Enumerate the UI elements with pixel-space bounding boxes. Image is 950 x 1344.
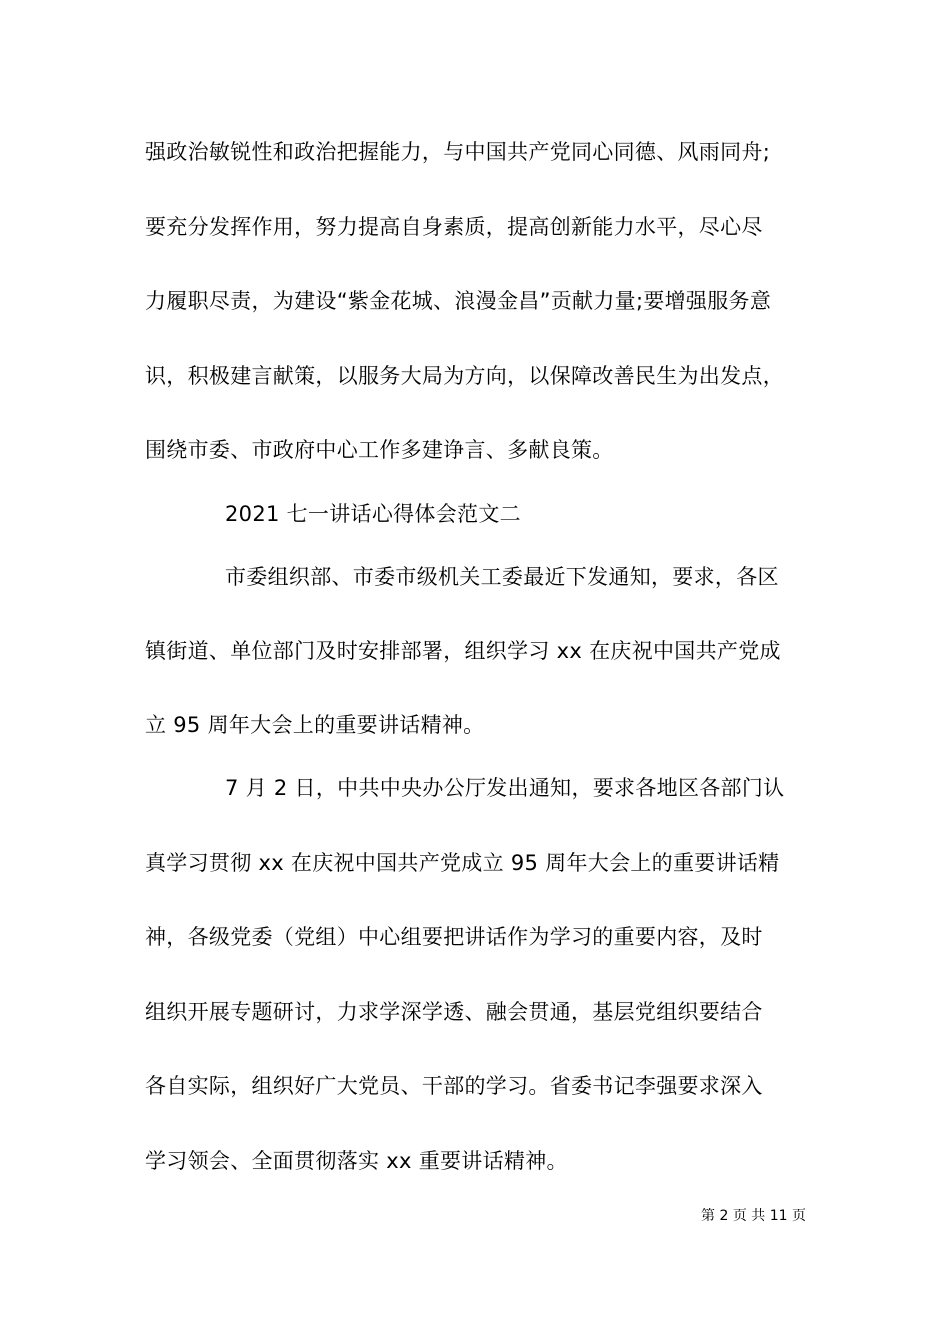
paragraph-2-line-1: 市委组织部、市委市级机关工委最近下发通知，要求，各区: [225, 565, 779, 589]
paragraph-3-line-6: 学习领会、全面贯彻落实 xx 重要讲话精神。: [145, 1149, 568, 1173]
page-number-footer: 第 2 页 共 11 页: [701, 1208, 806, 1224]
paragraph-3-line-5: 各自实际，组织好广大党员、干部的学习。省委书记李强要求深入: [145, 1074, 763, 1098]
paragraph-1-line-3: 力履职尽责，为建设“紫金花城、浪漫金昌”贡献力量;要增强服务意: [145, 289, 772, 313]
paragraph-1-line-1: 强政治敏锐性和政治把握能力，与中国共产党同心同德、风雨同舟;: [145, 140, 771, 164]
paragraph-2-line-3: 立 95 周年大会上的重要讲话精神。: [145, 713, 485, 737]
paragraph-1-line-5: 围绕市委、市政府中心工作多建诤言、多献良策。: [145, 438, 614, 462]
paragraph-1-line-4: 识，积极建言献策，以服务大局为方向，以保障改善民生为出发点，: [145, 364, 784, 388]
paragraph-3-line-3: 神，各级党委（党组）中心组要把讲话作为学习的重要内容，及时: [145, 925, 763, 949]
paragraph-3-line-1: 7 月 2 日，中共中央办公厅发出通知，要求各地区各部门认: [225, 776, 785, 800]
paragraph-1-line-2: 要充分发挥作用，努力提高自身素质，提高创新能力水平，尽心尽: [145, 215, 763, 239]
paragraph-2-line-2: 镇街道、单位部门及时安排部署，组织学习 xx 在庆祝中国共产党成: [145, 639, 781, 663]
paragraph-3-line-4: 组织开展专题研讨，力求学深学透、融会贯通，基层党组织要结合: [145, 1000, 763, 1024]
section-heading: 2021 七一讲话心得体会范文二: [225, 502, 521, 526]
paragraph-3-line-2: 真学习贯彻 xx 在庆祝中国共产党成立 95 周年大会上的重要讲话精: [145, 851, 780, 875]
